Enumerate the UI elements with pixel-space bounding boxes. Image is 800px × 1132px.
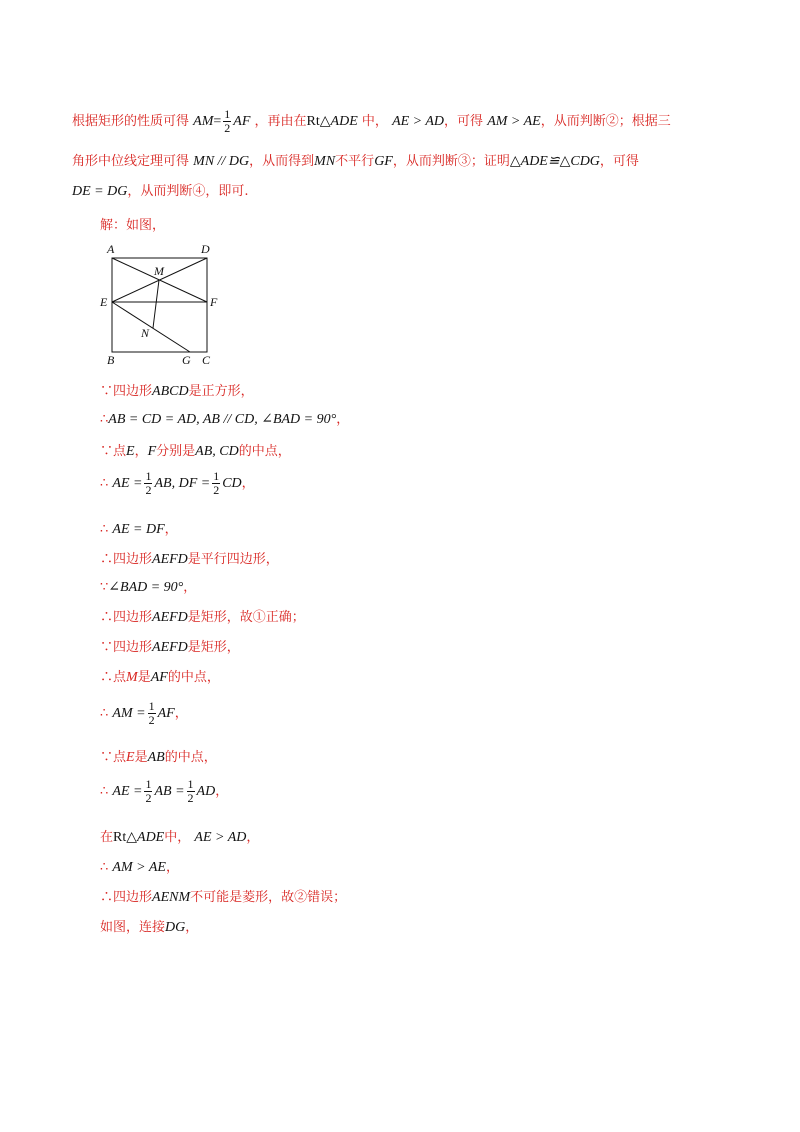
step-9 xyxy=(100,636,240,656)
math-mn-parallel-dg: MN // DG xyxy=(193,154,250,169)
math-mn: MN xyxy=(314,154,336,169)
math-eq: = xyxy=(213,114,222,129)
math: F xyxy=(147,444,157,459)
step-15 xyxy=(100,856,179,876)
denominator: 2 xyxy=(187,791,194,805)
text: 如图，连接 xyxy=(100,920,166,935)
text: ， xyxy=(183,580,197,595)
denominator: 2 xyxy=(145,791,152,805)
label-f: F xyxy=(210,295,218,309)
text: 角形中位线定理可得 xyxy=(72,154,190,169)
text: ∴ xyxy=(100,706,109,721)
step-10 xyxy=(100,666,220,686)
text: ， xyxy=(165,860,179,875)
segment-eg xyxy=(112,302,190,352)
denominator: 2 xyxy=(148,713,155,727)
math-rt: Rt△ xyxy=(306,114,331,129)
text: ， xyxy=(185,920,199,935)
math-rt: Rt△ xyxy=(113,830,138,845)
text: ， xyxy=(174,706,188,721)
text: 是矩形，故①正确； xyxy=(187,610,305,625)
math: AE = xyxy=(112,476,143,491)
numerator: 1 xyxy=(224,107,231,121)
math-ae-gt-ad: AE > AD xyxy=(392,114,445,129)
text: ∵ xyxy=(100,580,109,595)
denominator: 2 xyxy=(213,483,220,497)
text: ，从而判断④，即可. xyxy=(127,184,249,199)
text: ， xyxy=(241,476,255,491)
text: ， xyxy=(164,522,178,537)
intro-line-3 xyxy=(72,180,248,200)
text: ∴四边形 xyxy=(100,552,153,567)
numerator: 1 xyxy=(213,469,220,483)
segment-mn xyxy=(153,280,159,328)
step-3 xyxy=(100,440,291,460)
step-5 xyxy=(100,518,178,538)
fraction-half xyxy=(212,470,220,497)
math: AB xyxy=(147,750,165,765)
math: AENM xyxy=(152,890,191,905)
text: 不可能是菱形，故②错误； xyxy=(190,890,347,905)
math: ABCD xyxy=(152,384,189,399)
math-ade: ADE xyxy=(330,114,358,129)
fraction-half xyxy=(144,778,152,805)
fraction-half xyxy=(223,108,231,135)
text: 是 xyxy=(134,750,148,765)
label-a: A xyxy=(107,242,115,256)
step-7 xyxy=(100,576,196,596)
numerator: 1 xyxy=(145,777,152,791)
math-af: AF xyxy=(233,114,251,129)
text: 的中点， xyxy=(167,670,220,685)
solution-heading: 解：如图， xyxy=(100,218,166,233)
fraction-half xyxy=(148,700,156,727)
text: 是矩形， xyxy=(187,640,240,655)
text: ∵四边形 xyxy=(100,640,153,655)
math: AF xyxy=(150,670,168,685)
intro-line-2 xyxy=(72,150,639,170)
math: E xyxy=(126,444,135,459)
text: ，从而判断②；根据三 xyxy=(540,114,671,129)
text: ∴ xyxy=(100,522,109,537)
label-n: N xyxy=(141,326,150,340)
text: 在 xyxy=(100,830,114,845)
text: 中， xyxy=(361,114,388,129)
text: 是平行四边形， xyxy=(187,552,279,567)
text: ，从而得到 xyxy=(249,154,315,169)
math: AEFD xyxy=(152,640,188,655)
step-6 xyxy=(100,548,279,568)
step-4 xyxy=(100,470,255,497)
math: AD xyxy=(196,784,216,799)
math: AE = xyxy=(112,784,143,799)
math: AB, DF = xyxy=(154,476,211,491)
label-m: M xyxy=(154,264,164,278)
text: 不平行 xyxy=(335,154,375,169)
text: 的中点， xyxy=(164,750,217,765)
step-14 xyxy=(100,826,259,846)
denominator: 2 xyxy=(145,483,152,497)
label-c: C xyxy=(202,353,211,367)
denominator: 2 xyxy=(224,121,231,135)
fraction-half xyxy=(187,778,195,805)
intro-line-1 xyxy=(72,108,671,135)
text: ， xyxy=(215,784,229,799)
text: ∴ xyxy=(100,412,109,427)
text: ∴四边形 xyxy=(100,610,153,625)
step-12 xyxy=(100,746,217,766)
math-am-gt-ae: AM > AE xyxy=(487,114,541,129)
numerator: 1 xyxy=(145,469,152,483)
math-gf: GF xyxy=(374,154,393,169)
text: ，可得 xyxy=(599,154,639,169)
text: ， xyxy=(246,830,260,845)
text: 分别是 xyxy=(156,444,196,459)
step-2 xyxy=(100,408,349,428)
math-de-eq-dg: DE = DG xyxy=(72,184,128,199)
text: ， xyxy=(336,412,350,427)
math: AE > AD xyxy=(194,830,247,845)
fraction-half xyxy=(144,470,152,497)
text: ∵点 xyxy=(100,444,127,459)
text: ∵点 xyxy=(100,750,127,765)
math: DG xyxy=(165,920,186,935)
math: ADE xyxy=(137,830,165,845)
text: ，再由在 xyxy=(254,114,307,129)
text: ，可得 xyxy=(444,114,484,129)
step-16 xyxy=(100,886,346,906)
text: ∴ xyxy=(100,476,109,491)
text: 是正方形， xyxy=(188,384,254,399)
text: 根据矩形的性质可得 xyxy=(72,114,190,129)
numerator: 1 xyxy=(187,777,194,791)
text: ， xyxy=(134,444,148,459)
text: ，从而判断③；证明 xyxy=(392,154,510,169)
math: AEFD xyxy=(152,610,188,625)
math: AB, CD xyxy=(195,444,239,459)
math: E xyxy=(126,750,135,765)
math-congruent: △ADE≌△CDG xyxy=(509,154,600,169)
step-17 xyxy=(100,916,198,936)
text: 是 xyxy=(137,670,151,685)
math: AF xyxy=(157,706,175,721)
text: ∴ xyxy=(100,860,109,875)
label-e: E xyxy=(100,295,108,309)
text: 的中点， xyxy=(238,444,291,459)
math: AM = xyxy=(112,706,146,721)
step-11 xyxy=(100,700,188,727)
step-8 xyxy=(100,606,305,626)
step-1 xyxy=(100,380,254,400)
math: AE = DF xyxy=(112,522,165,537)
text: ∴点 xyxy=(100,670,127,685)
text: ∴四边形 xyxy=(100,890,153,905)
math: AB = CD = AD, AB // CD, ∠BAD = 90° xyxy=(108,412,337,427)
text: ∴ xyxy=(100,784,109,799)
label-d: D xyxy=(201,242,210,256)
text: 中， xyxy=(164,830,191,845)
math: M xyxy=(126,670,138,685)
math: CD xyxy=(222,476,242,491)
math: AM > AE xyxy=(112,860,166,875)
label-b: B xyxy=(107,353,115,367)
math: AB = xyxy=(154,784,185,799)
geometry-figure xyxy=(98,240,228,368)
numerator: 1 xyxy=(148,699,155,713)
math-am: AM xyxy=(193,114,214,129)
text: ∵四边形 xyxy=(100,384,153,399)
label-g: G xyxy=(182,353,191,367)
step-13 xyxy=(100,778,228,805)
math: ∠BAD = 90° xyxy=(108,580,184,595)
math: AEFD xyxy=(152,552,188,567)
